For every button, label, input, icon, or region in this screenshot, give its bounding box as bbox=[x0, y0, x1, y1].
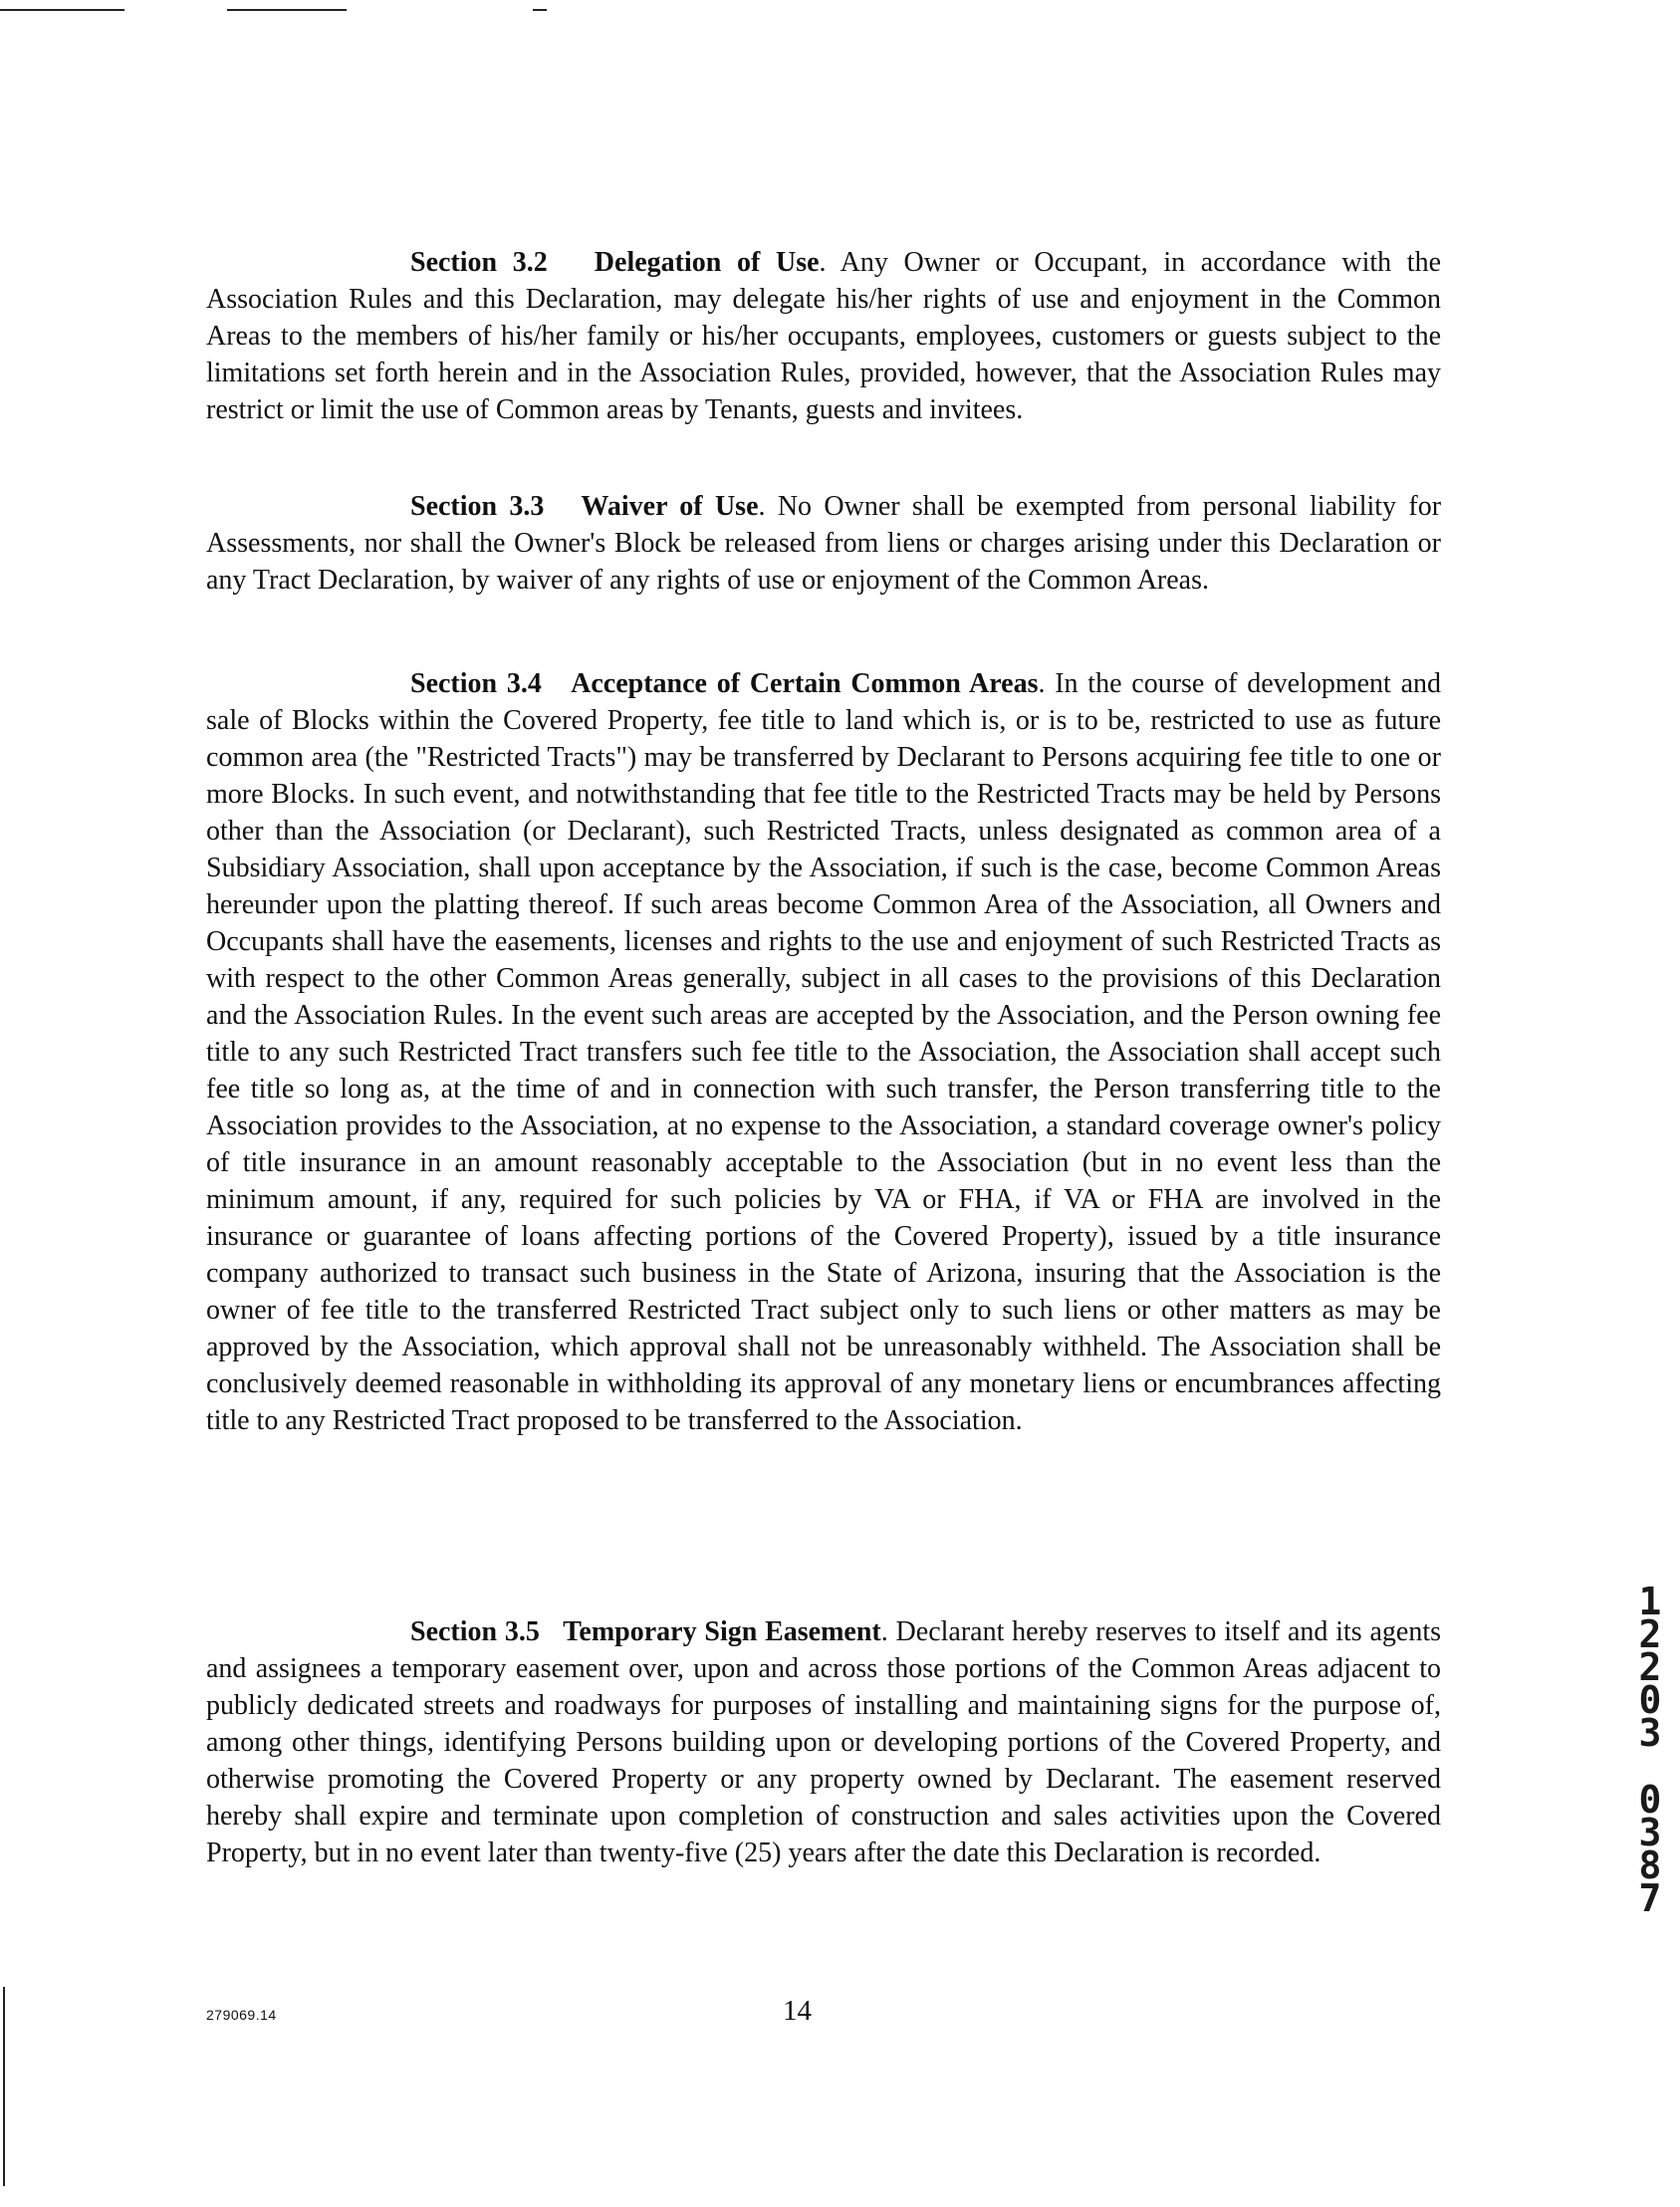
recording-digit: 8 bbox=[1638, 1843, 1662, 1887]
section-body: . Any Owner or Occupant, in accordance with the Association Rules and this Declaration, may delegate his/her rights of use and enjoyment in the Common Areas to the members of his/her family or his/her occupants, employees, customers or guests subject to the limitations set forth herein and in the Association Rules, provided, however, that the Association Rules may restrict or limit the use of Common areas by Tenants, guests and invitees. bbox=[206, 247, 1442, 425]
recording-digit: 3 bbox=[1638, 1811, 1662, 1854]
section-3-2 bbox=[206, 244, 1441, 428]
scan-artifact-top-rule bbox=[0, 9, 124, 11]
recording-digit: 0 bbox=[1638, 1678, 1662, 1722]
page-number: 14 bbox=[783, 1995, 812, 2027]
section-3-4 bbox=[206, 665, 1441, 1439]
section-title: Acceptance of Certain Common Areas bbox=[571, 668, 1039, 699]
scan-artifact-left-edge bbox=[3, 1987, 5, 2186]
recording-digit: 2 bbox=[1638, 1645, 1662, 1689]
section-title: Waiver of Use bbox=[581, 491, 759, 522]
recording-digit: 7 bbox=[1638, 1876, 1662, 1920]
scan-artifact-top-rule bbox=[533, 9, 547, 11]
recording-digit: 1 bbox=[1638, 1580, 1662, 1623]
scan-artifact-top-rule bbox=[227, 9, 347, 11]
section-body: . Declarant hereby reserves to itself and its agents and assignees a temporary easement over, upon and across those portions of the Common Areas adjacent to publicly dedicated streets and roadways for purposes of installing and maintaining signs for the purpose of, among other things, identifying Persons building upon or developing portions of the Covered Property, and otherwise promoting the Covered Property or any property owned by Declarant. The easement reserved hereby shall expire and terminate upon completion of construction and sales activities upon the Covered Property, but in no event later than twenty-five (25) years after the date this Declaration is recorded. bbox=[206, 1616, 1442, 1868]
section-number: Section 3.4 bbox=[410, 668, 542, 699]
section-title: Delegation of Use bbox=[594, 247, 820, 278]
document-id: 279069.14 bbox=[206, 2007, 277, 2023]
recording-digit: 0 bbox=[1638, 1778, 1662, 1822]
section-3-5 bbox=[206, 1613, 1441, 1871]
recording-digit: 3 bbox=[1638, 1711, 1662, 1755]
section-3-3 bbox=[206, 488, 1441, 599]
section-number: Section 3.2 bbox=[410, 247, 548, 278]
recording-number-stamp bbox=[1630, 1580, 1670, 1920]
section-body: . In the course of development and sale of Blocks within the Covered Property, fee title to land which is, or is to be, restricted to use as future common area (the "Restricted Tracts") may be transferred by Declarant to Persons acquiring fee title to one or more Blocks. In such event, and notwithstanding that fee title to the Restricted Tracts may be held by Persons other than the Association (or Declarant), such Restricted Tracts, unless designated as common area of a Subsidiary Association, shall upon acceptance by the Association, if such is the case, become Common Areas hereunder upon the platting thereof. If such areas become Common Area of the Association, all Owners and Occupants shall have the easements, licenses and rights to the use and enjoyment of such Restricted Tracts as with respect to the other Common Areas generally, subject in all cases to the provisions of this Declaration and the Association Rules. In the event such areas are accepted by the Association, and the Person owning fee title to any such Restricted Tract transfers such fee title to the Association, the Association shall accept such fee title so long as, at the time of and in connection with such transfer, the Person transferring title to the Association provides to the Association, at no expense to the Association, a standard coverage owner's policy of title insurance in an amount reasonably acceptable to the Association (but in no event less than the minimum amount, if any, required for such policies by VA or FHA, if VA or FHA are involved in the insurance or guarantee of loans affecting portions of the Covered Property), issued by a title insurance company authorized to transact such business in the State of Arizona, insuring that the Association is the owner of fee title to the transferred Restricted Tract subject only to such liens or other matters as may be approved by the Association, which approval shall not be unreasonably withheld. The Association shall be conclusively deemed reasonable in withholding its approval of any monetary liens or encumbrances affecting title to any Restricted Tract proposed to be transferred to the Association. bbox=[206, 668, 1442, 1436]
section-number: Section 3.3 bbox=[410, 491, 545, 522]
section-number: Section 3.5 bbox=[410, 1616, 540, 1647]
recording-digit: 2 bbox=[1638, 1612, 1662, 1656]
section-body: . No Owner shall be exempted from personal liability for Assessments, nor shall the Owner's Block be released from liens or charges arising under this Declaration or any Tract Declaration, by waiver of any rights of use or enjoyment of the Common Areas. bbox=[206, 491, 1442, 596]
section-title: Temporary Sign Easement bbox=[563, 1616, 881, 1647]
